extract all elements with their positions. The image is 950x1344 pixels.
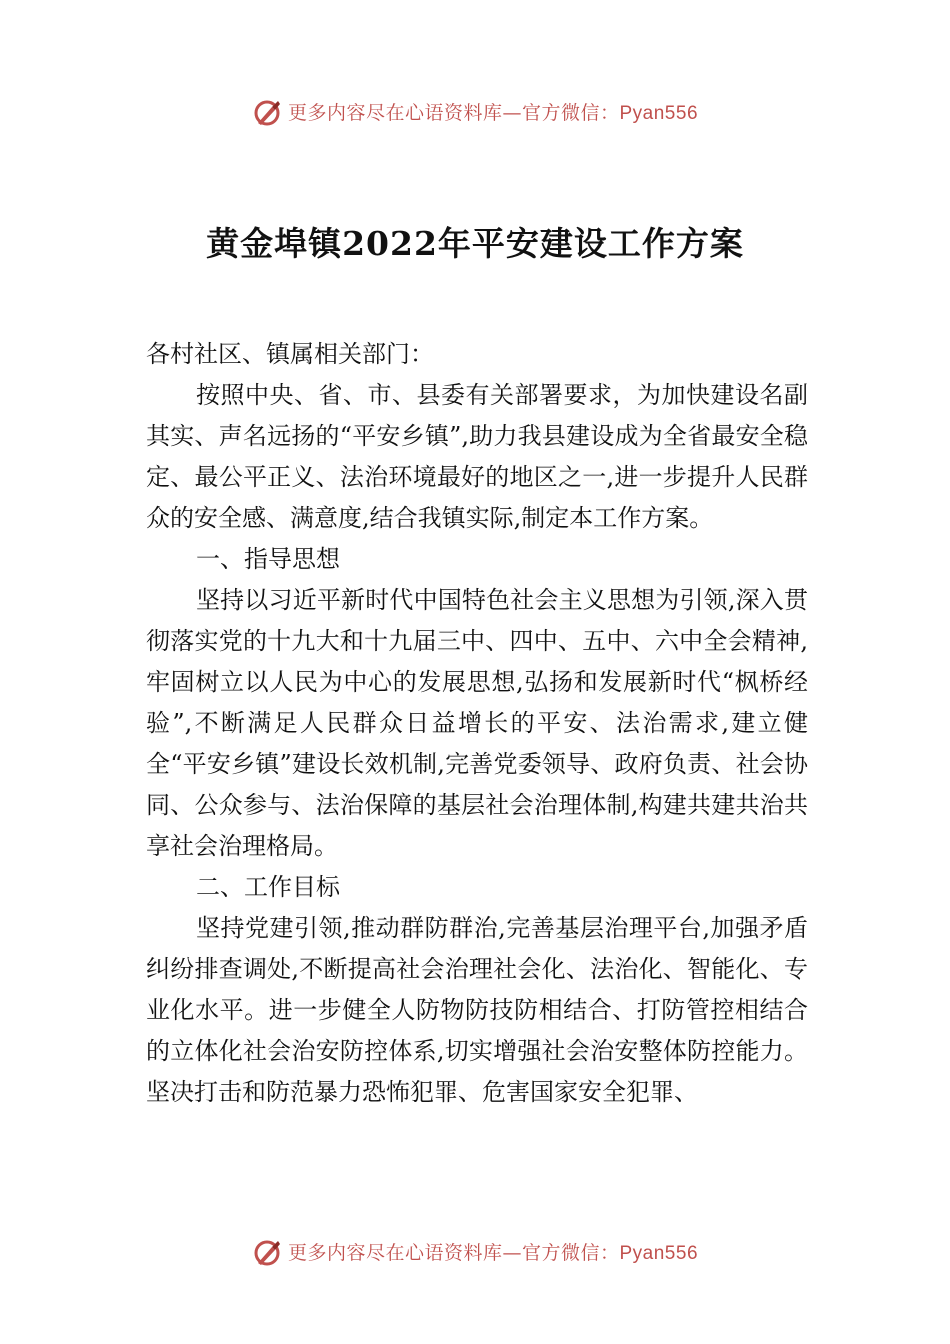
salutation: 各村社区、镇属相关部门：	[146, 340, 434, 368]
section-heading-guiding-ideology: 一、指导思想	[196, 545, 340, 573]
document-body	[146, 334, 808, 1113]
document-title: 黄金埠镇2022年平安建设工作方案	[206, 224, 744, 263]
wechat-id: Pyan556	[619, 1242, 699, 1264]
paragraph-guiding-ideology: 坚持以习近平新时代中国特色社会主义思想为引领,深入贯彻落实党的十九大和十九届三中、四中、五中、六中全会精神,牢固树立以人民为中心的发展思想,弘扬和发展新时代“枫桥经验”,不断满足人民群众日益增长的平安、法治需求,建立健全“平安乡镇”建设长效机制,完善党委领导、政府负责、社会协同、公众参与、法治保障的基层社会治理体制,构建共建共治共享社会治理格局。	[146, 586, 808, 860]
watermark-text: 更多内容尽在心语资料库—官方微信：Pyan556	[287, 101, 699, 124]
section-heading-work-goals: 二、工作目标	[196, 873, 340, 901]
paragraph-intro: 按照中央、省、市、县委有关部署要求，为加快建设名副其实、声名远扬的“平安乡镇”,助力我县建设成为全省最安全稳定、最公平正义、法治环境最好的地区之一,进一步提升人民群众的安全感、满意度,结合我镇实际,制定本工作方案。	[146, 381, 808, 532]
pen-logo-icon	[252, 1238, 282, 1268]
paragraph-work-goals: 坚持党建引领,推动群防群治,完善基层治理平台,加强矛盾纠纷排查调处,不断提高社会治理社会化、法治化、智能化、专业化水平。进一步健全人防物防技防相结合、打防管控相结合的立体化社会治安防控体系,切实增强社会治安整体防控能力。坚决打击和防范暴力恐怖犯罪、危害国家安全犯罪、	[146, 914, 808, 1106]
watermark-header	[0, 98, 950, 128]
pen-logo-icon	[252, 98, 282, 128]
wechat-id: Pyan556	[619, 102, 699, 124]
watermark-footer	[0, 1238, 950, 1268]
watermark-text: 更多内容尽在心语资料库—官方微信：Pyan556	[287, 1241, 699, 1264]
